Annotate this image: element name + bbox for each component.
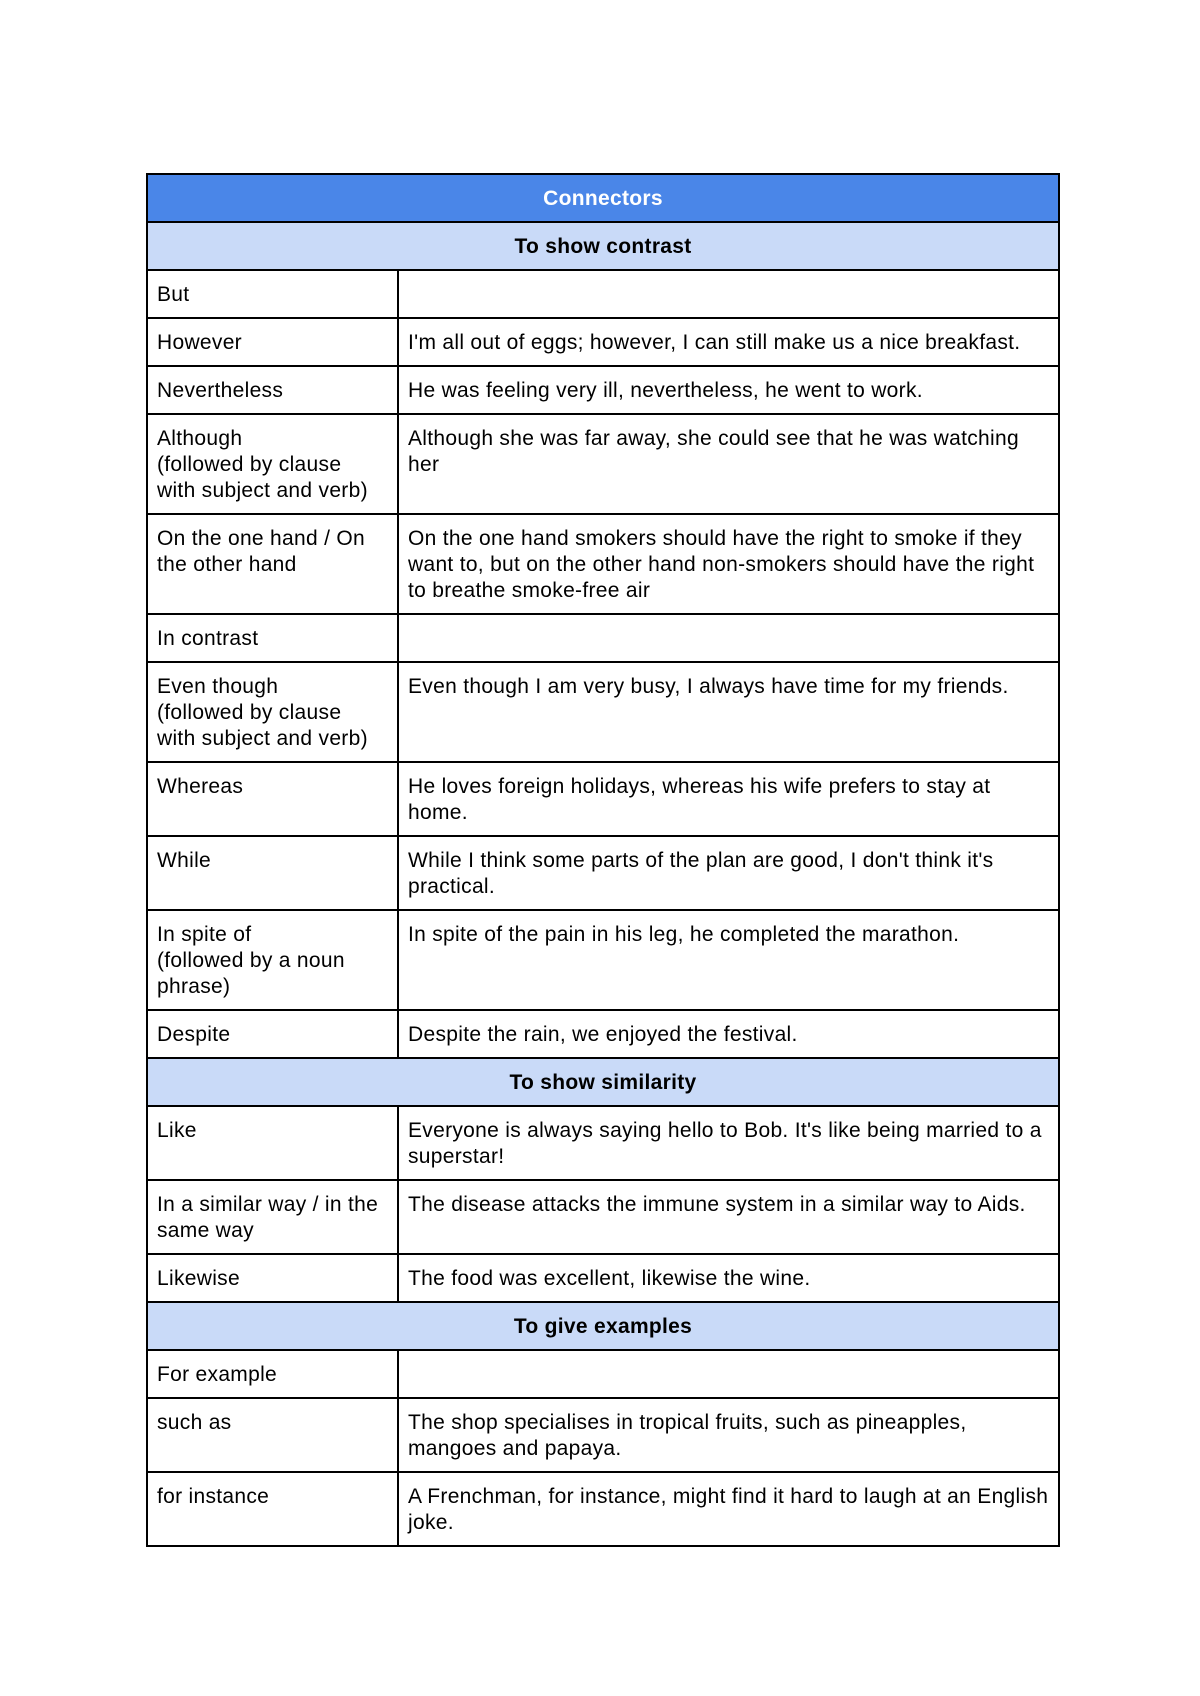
connector-term-line: for instance: [157, 1485, 270, 1508]
connector-term: [147, 910, 398, 1010]
table-row: [147, 1254, 1059, 1302]
connector-term-line: Like: [157, 1119, 197, 1142]
connector-term: [147, 414, 398, 514]
example-sentence: While I think some parts of the plan are good, I don't think it's practical.: [398, 836, 1059, 910]
table-row: [147, 270, 1059, 318]
example-sentence: I'm all out of eggs; however, I can still make us a nice breakfast.: [398, 318, 1059, 366]
connector-term-line: In a similar way / in the same way: [157, 1193, 379, 1242]
table-row: [147, 1106, 1059, 1180]
connector-term-line: (followed by clause: [157, 701, 342, 724]
connector-term: [147, 514, 398, 614]
connector-term-line: In spite of: [157, 923, 252, 946]
table-row: [147, 1350, 1059, 1398]
section-heading: To show similarity: [147, 1058, 1059, 1106]
connector-term: [147, 1010, 398, 1058]
connector-term: [147, 762, 398, 836]
example-sentence: [398, 270, 1059, 318]
connector-term-line: Nevertheless: [157, 379, 284, 402]
connector-term-line: Although: [157, 427, 243, 450]
connector-term-line: However: [157, 331, 242, 354]
connector-term: [147, 270, 398, 318]
connector-term-line: Whereas: [157, 775, 244, 798]
connector-term-line: For example: [157, 1363, 278, 1386]
connector-term-line: (followed by a noun: [157, 949, 345, 972]
connectors-table-body: [147, 174, 1059, 1546]
example-sentence: [398, 1350, 1059, 1398]
example-sentence: The shop specialises in tropical fruits, such as pineapples, mangoes and papaya.: [398, 1398, 1059, 1472]
connector-term: [147, 662, 398, 762]
connector-term-line: While: [157, 849, 212, 872]
section-heading-row: [147, 1058, 1059, 1106]
example-sentence: Everyone is always saying hello to Bob. It's like being married to a superstar!: [398, 1106, 1059, 1180]
connector-term-line: such as: [157, 1411, 232, 1434]
connector-term: [147, 836, 398, 910]
connector-term: [147, 1180, 398, 1254]
title-row: [147, 174, 1059, 222]
table-row: [147, 762, 1059, 836]
section-heading: To give examples: [147, 1302, 1059, 1350]
example-sentence: He was feeling very ill, nevertheless, he went to work.: [398, 366, 1059, 414]
connector-term-line: Even though: [157, 675, 279, 698]
example-sentence: [398, 614, 1059, 662]
connector-term: [147, 1398, 398, 1472]
table-row: [147, 514, 1059, 614]
table-row: [147, 1010, 1059, 1058]
connectors-table: [146, 173, 1060, 1547]
table-row: [147, 318, 1059, 366]
example-sentence: A Frenchman, for instance, might find it hard to laugh at an English joke.: [398, 1472, 1059, 1546]
connector-term-line: with subject and verb): [157, 479, 368, 502]
table-row: [147, 1472, 1059, 1546]
example-sentence: Although she was far away, she could see that he was watching her: [398, 414, 1059, 514]
example-sentence: In spite of the pain in his leg, he completed the marathon.: [398, 910, 1059, 1010]
connector-term: [147, 318, 398, 366]
table-row: [147, 836, 1059, 910]
connector-term-line: But: [157, 283, 190, 306]
connector-term: [147, 614, 398, 662]
connector-term-line: (followed by clause: [157, 453, 342, 476]
table-row: [147, 910, 1059, 1010]
connector-term: [147, 1254, 398, 1302]
table-row: [147, 662, 1059, 762]
example-sentence: Despite the rain, we enjoyed the festival.: [398, 1010, 1059, 1058]
example-sentence: On the one hand smokers should have the right to smoke if they want to, but on the other hand non-smokers should have the right to breathe smoke-free air: [398, 514, 1059, 614]
connector-term: [147, 366, 398, 414]
section-heading-row: [147, 222, 1059, 270]
connector-term-line: Likewise: [157, 1267, 240, 1290]
section-heading: To show contrast: [147, 222, 1059, 270]
table-row: [147, 1180, 1059, 1254]
connector-term-line: phrase): [157, 975, 231, 998]
table-row: [147, 614, 1059, 662]
example-sentence: Even though I am very busy, I always have time for my friends.: [398, 662, 1059, 762]
connector-term-line: with subject and verb): [157, 727, 368, 750]
connector-term: [147, 1350, 398, 1398]
connector-term-line: In contrast: [157, 627, 259, 650]
table-title: Connectors: [147, 174, 1059, 222]
connector-term-line: On the one hand / On the other hand: [157, 527, 365, 576]
example-sentence: He loves foreign holidays, whereas his wife prefers to stay at home.: [398, 762, 1059, 836]
connector-term: [147, 1106, 398, 1180]
table-row: [147, 366, 1059, 414]
connector-term: [147, 1472, 398, 1546]
table-row: [147, 1398, 1059, 1472]
example-sentence: The food was excellent, likewise the wine.: [398, 1254, 1059, 1302]
section-heading-row: [147, 1302, 1059, 1350]
connector-term-line: Despite: [157, 1023, 231, 1046]
table-row: [147, 414, 1059, 514]
example-sentence: The disease attacks the immune system in a similar way to Aids.: [398, 1180, 1059, 1254]
